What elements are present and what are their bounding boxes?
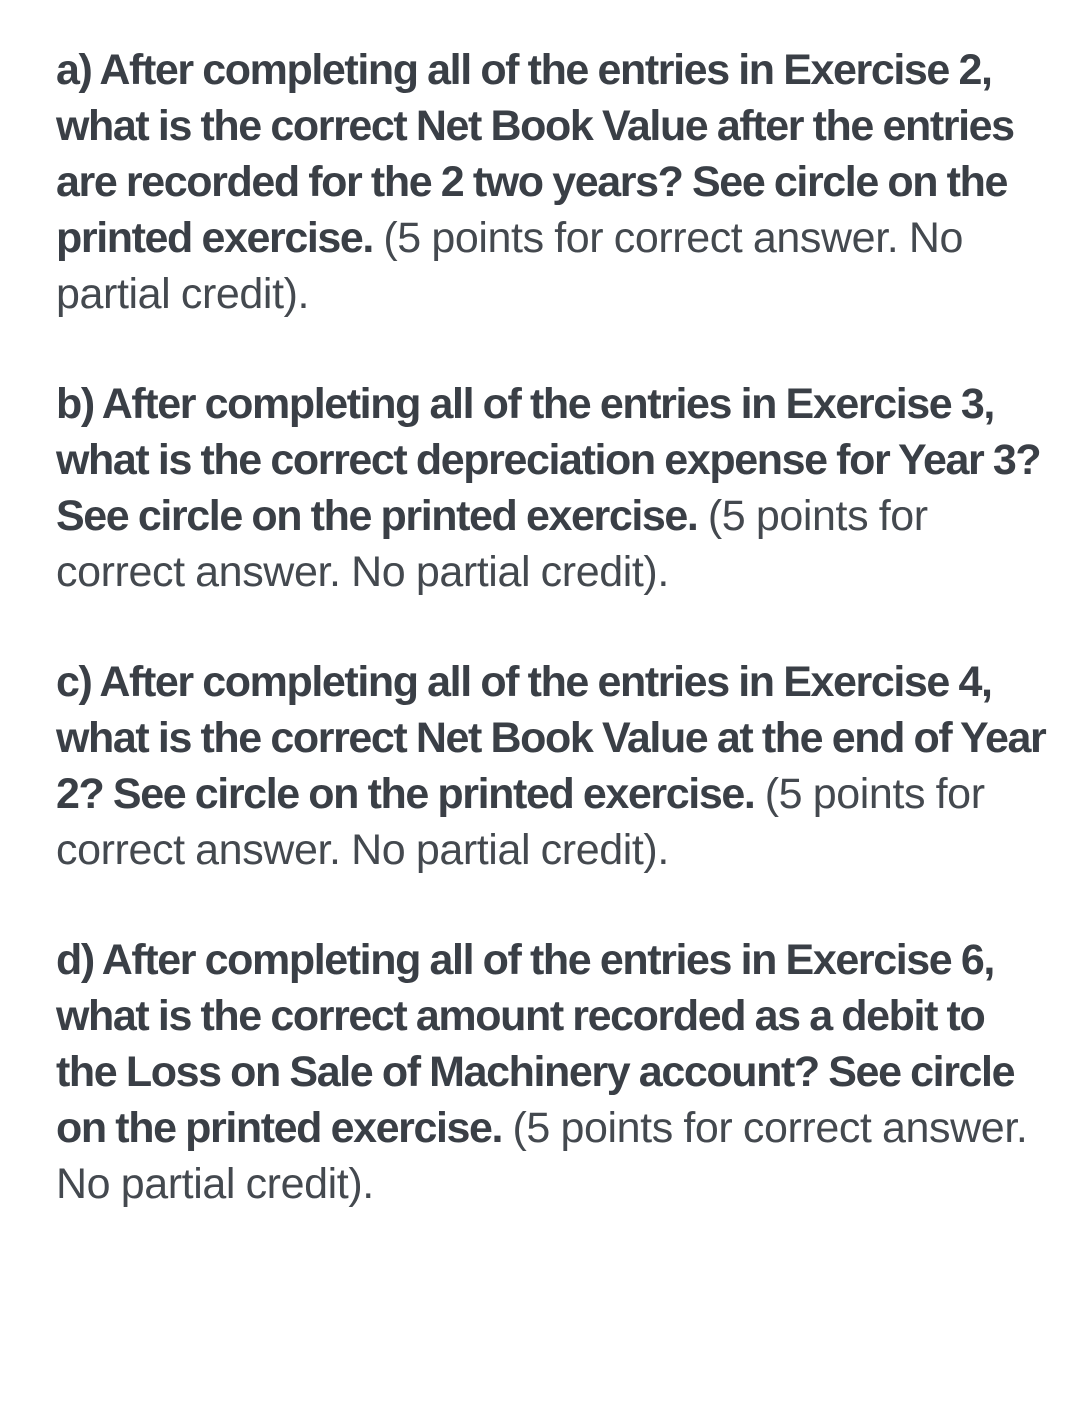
question-a-prompt: a) After completing all of the entries in Exercise 2, what is the correct Net Book Value after the entries are recorded for the 2 two years? See circle on the printed exercise. <box>56 46 1014 262</box>
question-b-prompt: b) After completing all of the entries in Exercise 3, what is the correct depreciation expense for Year 3? See circle on the printed exercise. <box>56 380 1041 540</box>
question-b-points: (5 points for correct answer. No partial credit). <box>56 492 928 596</box>
question-b <box>56 376 1046 600</box>
question-d-prompt: d) After completing all of the entries in Exercise 6, what is the correct amount recorded as a debit to the Loss on Sale of Machinery account? See circle on the printed exercise. <box>56 936 1015 1152</box>
question-c-points: (5 points for correct answer. No partial credit). <box>56 770 985 874</box>
question-a <box>56 42 1046 322</box>
question-d-points: (5 points for correct answer. No partial credit). <box>56 1104 1028 1208</box>
question-c <box>56 654 1046 878</box>
question-a-points: (5 points for correct answer. No partial credit). <box>56 214 964 318</box>
document-page <box>56 42 1046 1212</box>
question-d <box>56 932 1046 1212</box>
question-c-prompt: c) After completing all of the entries in Exercise 4, what is the correct Net Book Value at the end of Year 2? See circle on the printed exercise. <box>56 658 1046 818</box>
